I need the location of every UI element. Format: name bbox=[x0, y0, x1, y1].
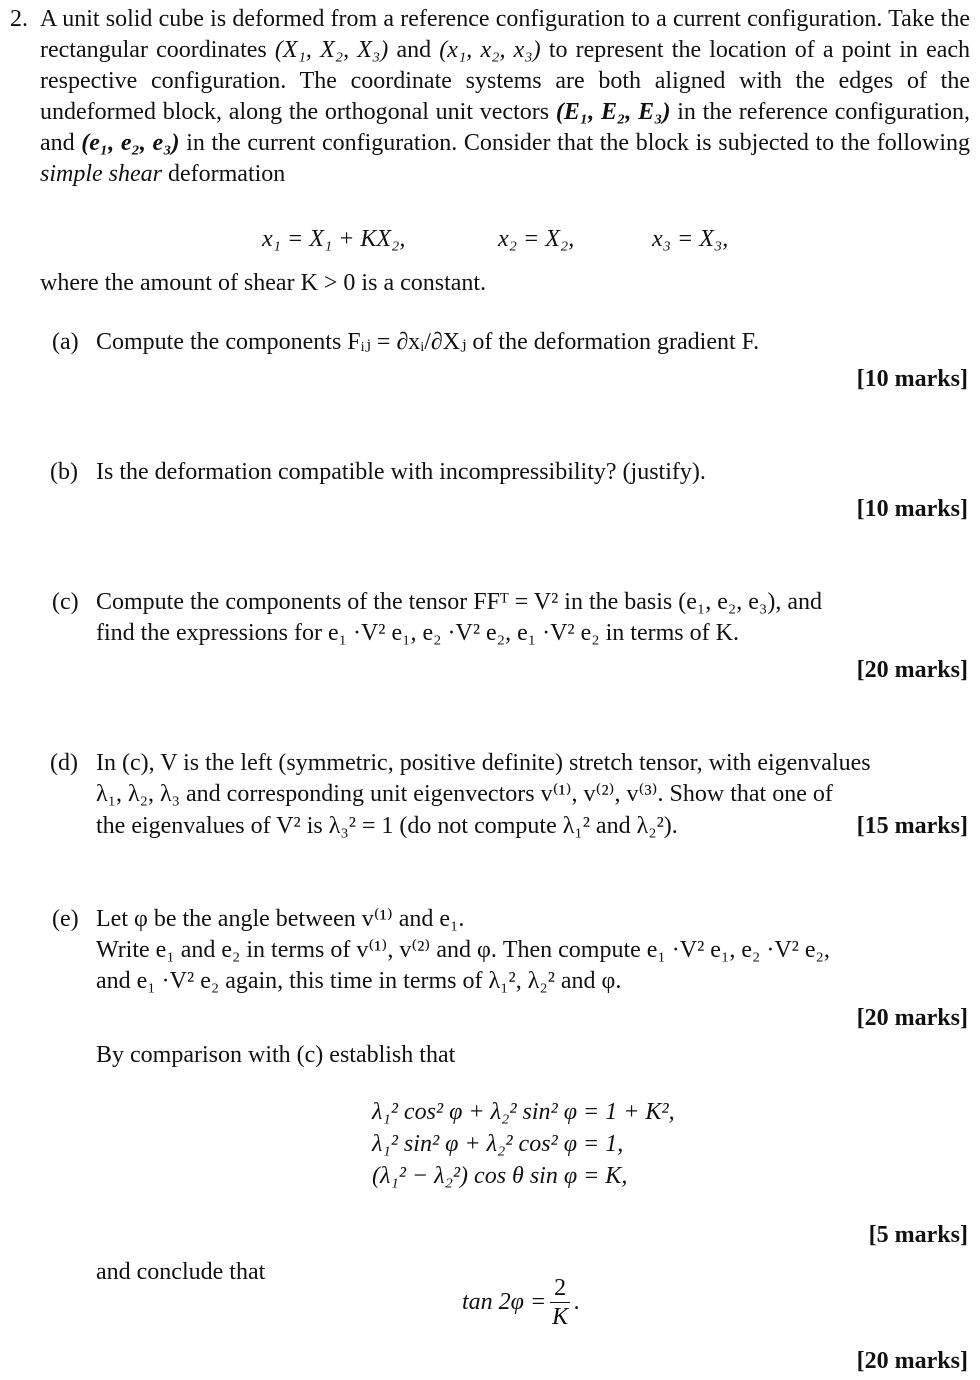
intro-text-2: to represent the location of a point in each respective configuration. The coordinate systems are both aligned with the edges of the undeformed block, along the orthogonal unit vectors bbox=[40, 37, 971, 125]
part-d-text-2: λ₁, λ₂, λ₃ and corresponding unit eigenvectors v⁽¹⁾, v⁽²⁾, v⁽³⁾. Show that one of bbox=[96, 781, 833, 807]
part-e-marks-2: [5 marks] bbox=[868, 1222, 968, 1248]
result-equation-3: (λ₁² − λ₂²) cos θ sin φ = K, bbox=[372, 1163, 628, 1189]
part-a-label: (a) bbox=[52, 329, 79, 355]
tan-end: . bbox=[574, 1289, 581, 1315]
current-coordinates: (x₁, x₂, x₃) bbox=[439, 37, 541, 63]
part-c-label: (c) bbox=[52, 589, 79, 615]
part-b-marks: [10 marks] bbox=[856, 496, 968, 522]
part-d-text-1: In (c), V is the left (symmetric, positive definite) stretch tensor, with eigenvalues bbox=[96, 750, 871, 776]
part-a-text: Compute the components Fᵢⱼ = ∂xᵢ/∂Xⱼ of the deformation gradient F. bbox=[96, 329, 760, 355]
part-c-text-2: find the expressions for e₁ ·V² e₁, e₂ ·V² e₂, e₁ ·V² e₂ in terms of K. bbox=[96, 620, 739, 646]
part-e-text-3: and e₁ ·V² e₂ again, this time in terms of λ₁², λ₂² and φ. bbox=[96, 968, 622, 994]
tan-denominator: K bbox=[552, 1304, 569, 1330]
simple-shear-term: simple shear bbox=[40, 161, 162, 187]
part-e-comparison: By comparison with (c) establish that bbox=[96, 1042, 456, 1068]
intro-text-3: in the reference configuration, and bbox=[40, 99, 971, 156]
part-d-text-3: the eigenvalues of V² is λ₃² = 1 (do not compute λ₁² and λ₂²). bbox=[96, 813, 678, 839]
result-equation-1: λ₁² cos² φ + λ₂² sin² φ = 1 + K², bbox=[372, 1099, 675, 1125]
reference-basis: (E₁, E₂, E₃) bbox=[555, 99, 671, 125]
intro-text-1: A unit solid cube is deformed from a reference configuration to a current configuration. Take the rectangular coordinates bbox=[40, 6, 970, 63]
intro-text-5: deformation bbox=[168, 161, 286, 187]
part-e-label: (e) bbox=[52, 906, 79, 932]
intro-and: and bbox=[396, 37, 432, 63]
intro-text-4: in the current configuration. Consider that the block is subjected to the following bbox=[186, 130, 971, 156]
part-d-marks: [15 marks] bbox=[856, 813, 968, 839]
tan-fraction bbox=[550, 1274, 570, 1331]
question-number: 2. bbox=[10, 6, 28, 32]
reference-coordinates: (X₁, X₂, X₃) bbox=[274, 37, 389, 63]
equation-x3: x₃ = X₃, bbox=[652, 226, 729, 252]
part-b-text: Is the deformation compatible with incompressibility? (justify). bbox=[96, 459, 706, 485]
result-equation-2: λ₁² sin² φ + λ₂² cos² φ = 1, bbox=[372, 1131, 624, 1157]
tan-lhs: tan 2φ = bbox=[462, 1289, 547, 1315]
part-b-label: (b) bbox=[50, 459, 78, 485]
equation-x2: x₂ = X₂, bbox=[498, 226, 575, 252]
tan-numerator: 2 bbox=[550, 1274, 570, 1303]
part-d-label: (d) bbox=[50, 750, 78, 776]
question-intro bbox=[40, 4, 970, 190]
part-c-marks: [20 marks] bbox=[856, 657, 968, 683]
current-basis: (e₁, e₂, e₃) bbox=[81, 130, 180, 156]
part-e-text-2: Write e₁ and e₂ in terms of v⁽¹⁾, v⁽²⁾ and φ. Then compute e₁ ·V² e₁, e₂ ·V² e₂, bbox=[96, 937, 830, 963]
equation-x1: x₁ = X₁ + KX₂, bbox=[262, 226, 406, 252]
shear-note: where the amount of shear K > 0 is a constant. bbox=[40, 270, 487, 296]
part-e-marks-1: [20 marks] bbox=[856, 1005, 968, 1031]
tan-equation bbox=[462, 1274, 580, 1331]
part-a-marks: [10 marks] bbox=[856, 366, 968, 392]
part-e-marks-3: [20 marks] bbox=[856, 1348, 968, 1374]
part-c-text-1: Compute the components of the tensor FFᵀ = V² in the basis (e₁, e₂, e₃), and bbox=[96, 589, 822, 615]
part-e-conclude: and conclude that bbox=[96, 1259, 266, 1285]
part-e-text-1: Let φ be the angle between v⁽¹⁾ and e₁. bbox=[96, 906, 465, 932]
